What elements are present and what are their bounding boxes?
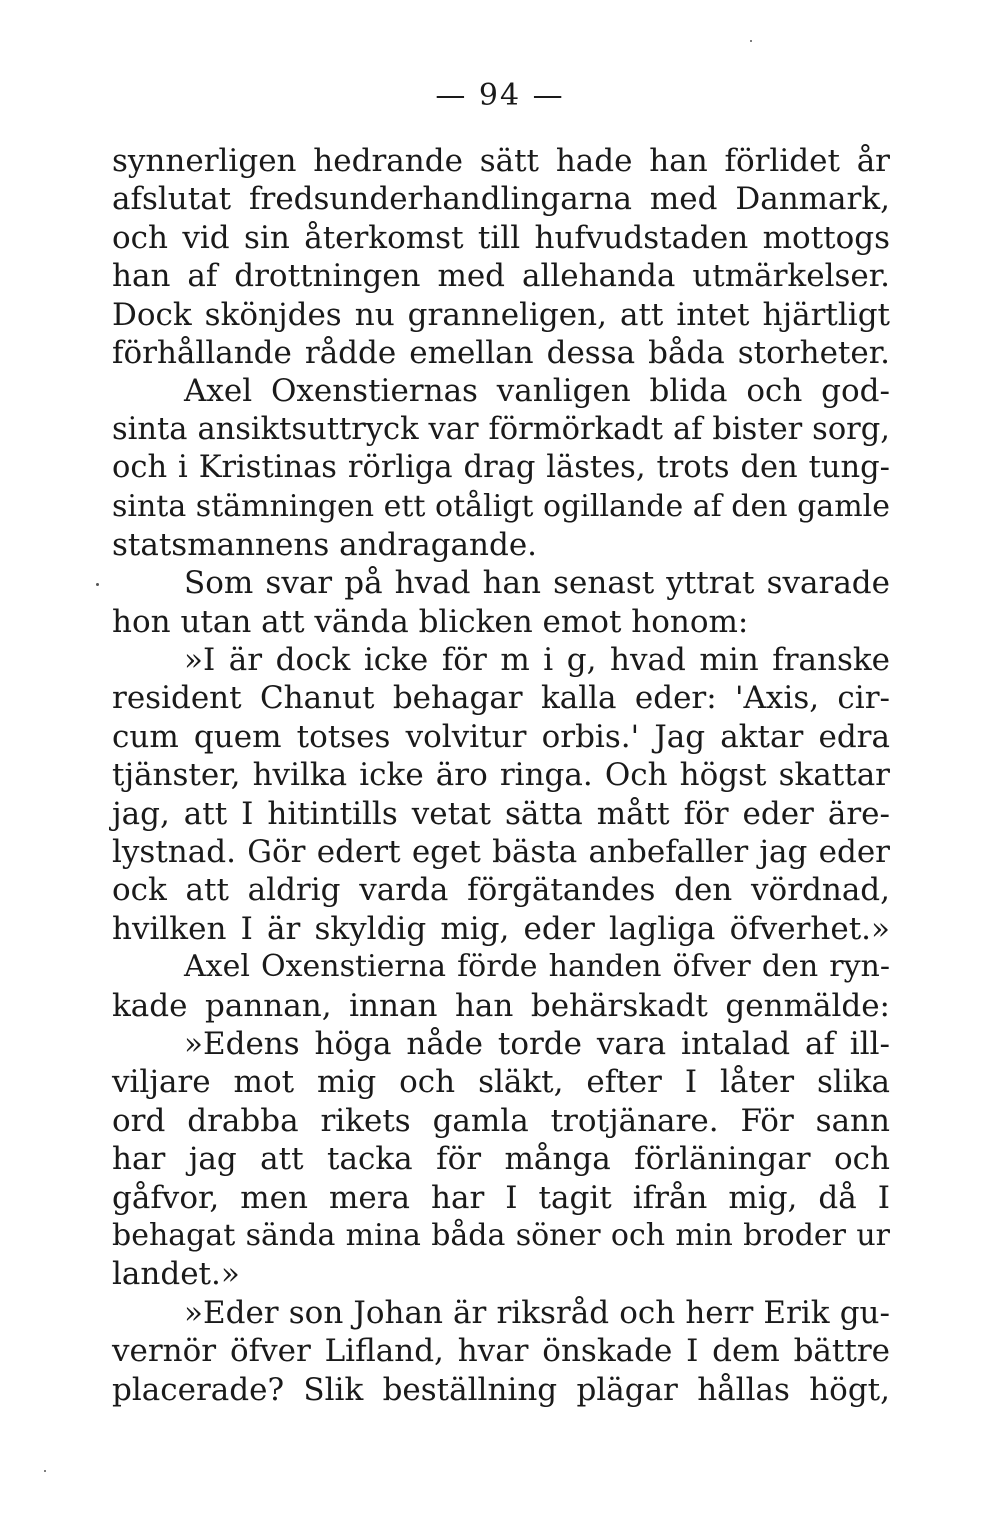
text-line: ord drabba rikets gamla trotjänare. För sann (112, 1102, 890, 1139)
text-line: »Eder son Johan är riksråd och herr Erik gu- (184, 1294, 890, 1331)
text-line: Axel Oxenstierna förde handen öfver den ryn- (184, 949, 890, 985)
text-line: tjänster, hvilka icke äro ringa. Och högst skattar (112, 757, 890, 794)
text-line: synnerligen hedrande sätt hade han förlidet år (112, 143, 890, 179)
text-line: och vid sin återkomst till hufvudstaden mottogs (112, 219, 890, 256)
text-line: jag, att I hitintills vetat sätta mått för eder äre- (112, 795, 890, 832)
text-line: Som svar på hvad han senast yttrat svarade (184, 565, 890, 602)
text-line: Axel Oxenstiernas vanligen blida och god- (184, 373, 890, 410)
body-text (112, 142, 890, 1409)
text-line: resident Chanut behagar kalla eder: 'Axis, cir- (112, 680, 890, 717)
paper-speck (44, 1470, 46, 1472)
text-line: statsmannens andragande. (112, 526, 538, 563)
text-line: och i Kristinas rörliga drag lästes, trots den tung- (112, 450, 890, 486)
text-line: hvilken I är skyldig mig, eder lagliga öfverhet.» (112, 910, 890, 947)
text-line: Dock skönjdes nu granneligen, att intet hjärtligt (112, 296, 890, 333)
paper-speck (750, 40, 752, 42)
text-line: kade pannan, innan han behärskadt genmälde: (112, 987, 890, 1024)
text-line: »I är dock icke för m i g, hvad min franske (184, 642, 890, 679)
text-line: »Edens höga nåde torde vara intalad af ill- (184, 1025, 890, 1062)
text-line: lystnad. Gör edert eget bästa anbefaller jag eder (112, 834, 890, 871)
text-line: viljare mot mig och släkt, efter I låter slika (112, 1064, 890, 1101)
text-line: vernör öfver Lifland, hvar önskade I dem bättre (112, 1333, 890, 1370)
text-line: sinta ansiktsuttryck var förmörkadt af bister sorg, (112, 411, 890, 447)
text-line: han af drottningen med allehanda utmärkelser. (112, 258, 890, 295)
text-line: placerade? Slik beställning plägar hållas högt, (112, 1371, 890, 1408)
text-line: sinta stämningen ett otåligt ogillande af den gamle (112, 488, 890, 524)
text-line: har jag att tacka för många förläningar och (112, 1141, 890, 1178)
text-line: gåfvor, men mera har I tagit ifrån mig, då I (112, 1179, 890, 1216)
text-line: cum quem totses volvitur orbis.' Jag aktar edra (112, 718, 890, 755)
text-line: landet.» (112, 1256, 240, 1293)
paper-speck (96, 583, 99, 586)
text-line: hon utan att vända blicken emot honom: (112, 603, 749, 640)
text-line: behagat sända mina båda söner och min broder ur (112, 1217, 890, 1253)
text-line: afslutat fredsunderhandlingarna med Danmark, (112, 181, 890, 218)
page-number: — 94 — (435, 78, 565, 113)
text-line: förhållande rådde emellan dessa båda storheter. (112, 334, 890, 371)
text-line: ock att aldrig varda förgätandes den vördnad, (112, 872, 890, 909)
